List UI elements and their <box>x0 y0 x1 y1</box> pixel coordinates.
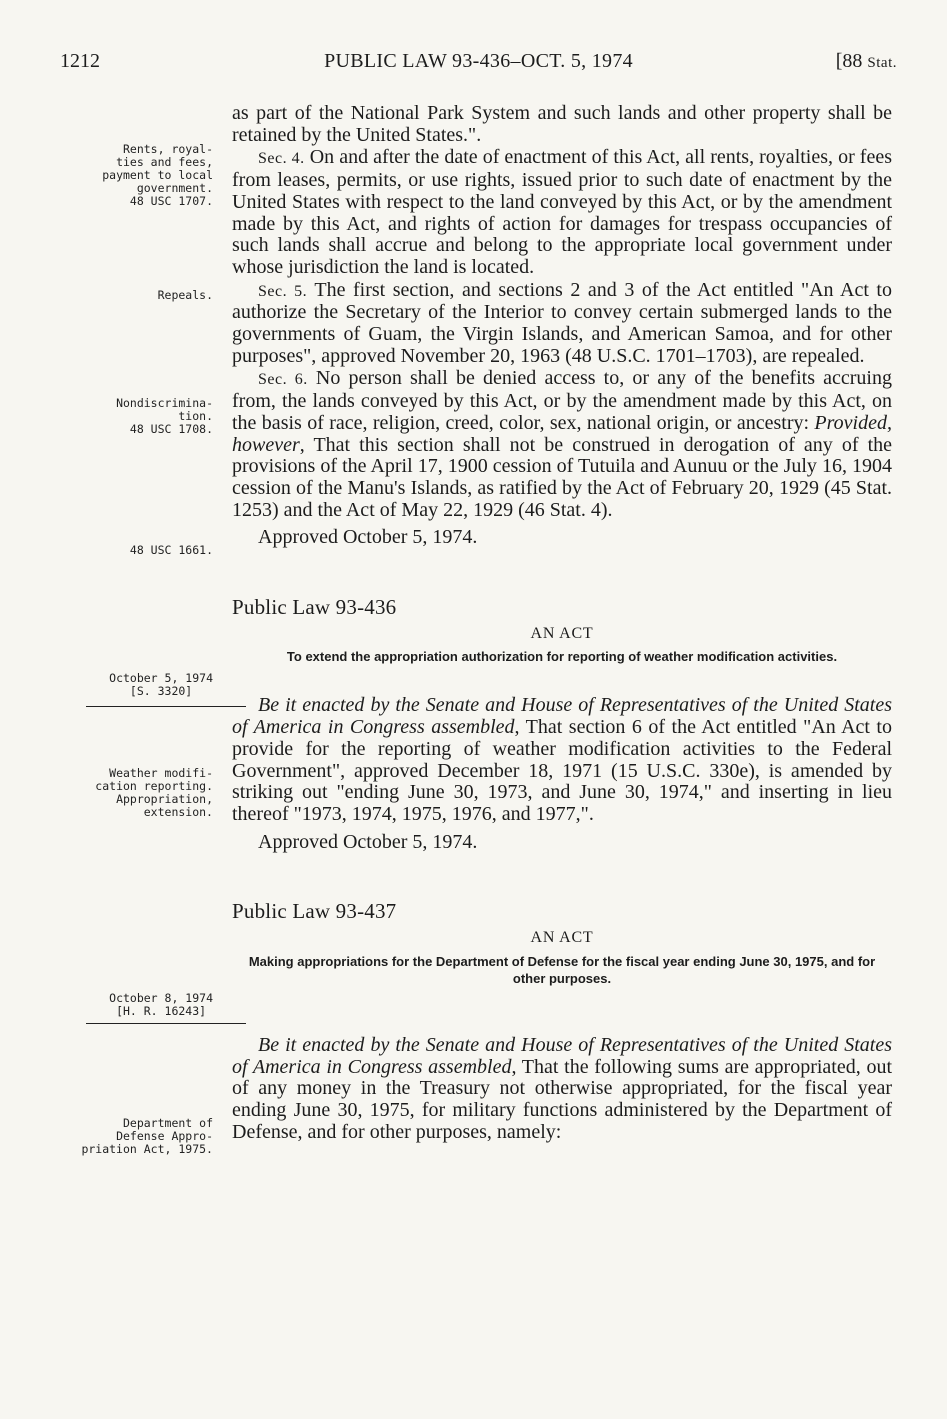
margin-bill-number: [S. 3320] <box>129 684 193 698</box>
section-text: On and after the date of enactment of this Act, all rents, royalties, or fees from leases, permits, or use rights, issued prior to such date of enactment by the United States with respect to the land conveyed by this Act, or by the amendment made by this Act, and rights of action for damages for trespass occupancies of such lands shall accrue and belong to the appropriate local government under whose jurisdiction the land is located. <box>232 146 892 278</box>
rule-divider <box>86 1023 246 1024</box>
margin-line: tion. <box>178 409 213 423</box>
rule-divider <box>86 706 246 707</box>
main-text <box>232 103 892 1144</box>
public-law-heading-436: Public Law 93-436 <box>232 595 397 620</box>
public-law-heading-437: Public Law 93-437 <box>232 899 397 924</box>
margin-note-date-436 <box>109 672 213 698</box>
margin-bill-number: [H. R. 16243] <box>116 1004 207 1018</box>
enacting-italic: Be it enacted by the Senate and House of Representatives of the United States of America in Congress assembled <box>232 1033 892 1078</box>
volume-reference <box>836 50 897 73</box>
section-6 <box>232 368 892 521</box>
enacting-clause-436 <box>232 695 892 825</box>
section-text: The first section, and sections 2 and 3 of the Act entitled "An Act to authorize the Secretary of the Interior to convey certain submerged lands to the governments of Guam, the Virgin Islands, and American Samoa, and for other purposes", approved November 20, 1963 (48 U.S.C. 1701–1703), are repealed. <box>232 278 892 367</box>
margin-note-usc-1661: 48 USC 1661. <box>129 543 213 557</box>
approval-line: Approved October 5, 1974. <box>258 526 478 549</box>
margin-line: ties and fees, <box>116 155 213 169</box>
section-label: Sec. 5. <box>258 282 308 300</box>
proviso-italic: Provided, however <box>232 411 892 456</box>
page-header <box>60 50 897 80</box>
margin-line: 48 USC 1708. <box>129 422 213 436</box>
margin-line: Department of <box>122 1116 213 1130</box>
page-number: 1212 <box>60 50 100 72</box>
section-5 <box>232 280 892 368</box>
act-purpose: To extend the appropriation authorization for reporting of weather modification activities. <box>286 649 838 665</box>
section-text: No person shall be denied access to, or any of the benefits accruing from, the lands conveyed by this Act, or by the amendment made by this Act, on the basis of race, religion, creed, color, sex, national origin, or ancestry: <box>232 367 892 434</box>
enacting-text: , That section 6 of the Act entitled "An Act to provide for the reporting of weather modification activities to the Federal Government", approved December 18, 1971 (15 U.S.C. 330e), is amended by striking out "ending June 30, 1973, and June 30, 1974," and inserting in lieu thereof "1973, 1974, 1975, 1976, and 1977,". <box>232 716 892 825</box>
margin-line: 48 USC 1707. <box>129 194 213 208</box>
margin-note-repeals: Repeals. <box>157 288 213 302</box>
margin-note-dod <box>81 1117 213 1156</box>
enacting-italic: Be it enacted by the Senate and House of Representatives of the United States of America in Congress assembled <box>232 694 892 739</box>
approval-line: Approved October 5, 1974. <box>258 830 478 853</box>
section-label: Sec. 4. <box>258 150 305 168</box>
volume-suffix: Stat. <box>867 55 897 71</box>
margin-line: Weather modifi- <box>109 766 213 780</box>
margin-note-nondiscrimination <box>116 397 213 436</box>
section-label: Sec. 6. <box>258 371 308 389</box>
margin-line: extension. <box>143 805 213 819</box>
margin-line: payment to local <box>102 168 213 182</box>
volume-prefix: [88 <box>835 50 868 72</box>
margin-line: Defense Appro- <box>116 1129 213 1143</box>
margin-line: priation Act, 1975. <box>81 1142 213 1156</box>
margin-line: government. <box>136 181 213 195</box>
margin-date: October 8, 1974 <box>109 991 213 1005</box>
continuation-paragraph: as part of the National Park System and such lands and other property shall be retained by the United States.". <box>232 102 892 146</box>
act-label: AN ACT <box>530 929 594 947</box>
margin-line: Rents, royal- <box>122 142 213 156</box>
margin-date: October 5, 1974 <box>109 671 213 685</box>
enacting-text: , That the following sums are appropriated, out of any money in the Treasury not otherwise appropriated, for the fiscal year ending June 30, 1975, for military functions administered by the Department of Defense, and for other purposes, namely: <box>232 1055 892 1143</box>
margin-line: cation reporting. <box>95 779 213 793</box>
act-purpose: Making appropriations for the Department of Defense for the fiscal year ending June 30, 1975, and for other purposes. <box>248 953 876 986</box>
enacting-clause-437 <box>232 1035 892 1144</box>
margin-note-date-437 <box>109 992 213 1018</box>
margin-line: Appropriation, <box>116 792 213 806</box>
margin-note-rents <box>102 143 213 208</box>
section-text: , That this section shall not be construed in derogation of any of the provisions of the April 17, 1900 cession of Tutuila and Aunuu or the July 16, 1904 cession of the Manu's Islands, as ratified by the Act of February 20, 1929 (45 Stat. 1253) and the Act of May 22, 1929 (46 Stat. 4). <box>232 433 892 521</box>
act-label: AN ACT <box>530 624 594 642</box>
margin-line: Nondiscrimina- <box>116 396 213 410</box>
margin-note-weather <box>95 767 213 819</box>
section-4 <box>232 147 892 278</box>
running-title: PUBLIC LAW 93-436–OCT. 5, 1974 <box>324 50 633 72</box>
